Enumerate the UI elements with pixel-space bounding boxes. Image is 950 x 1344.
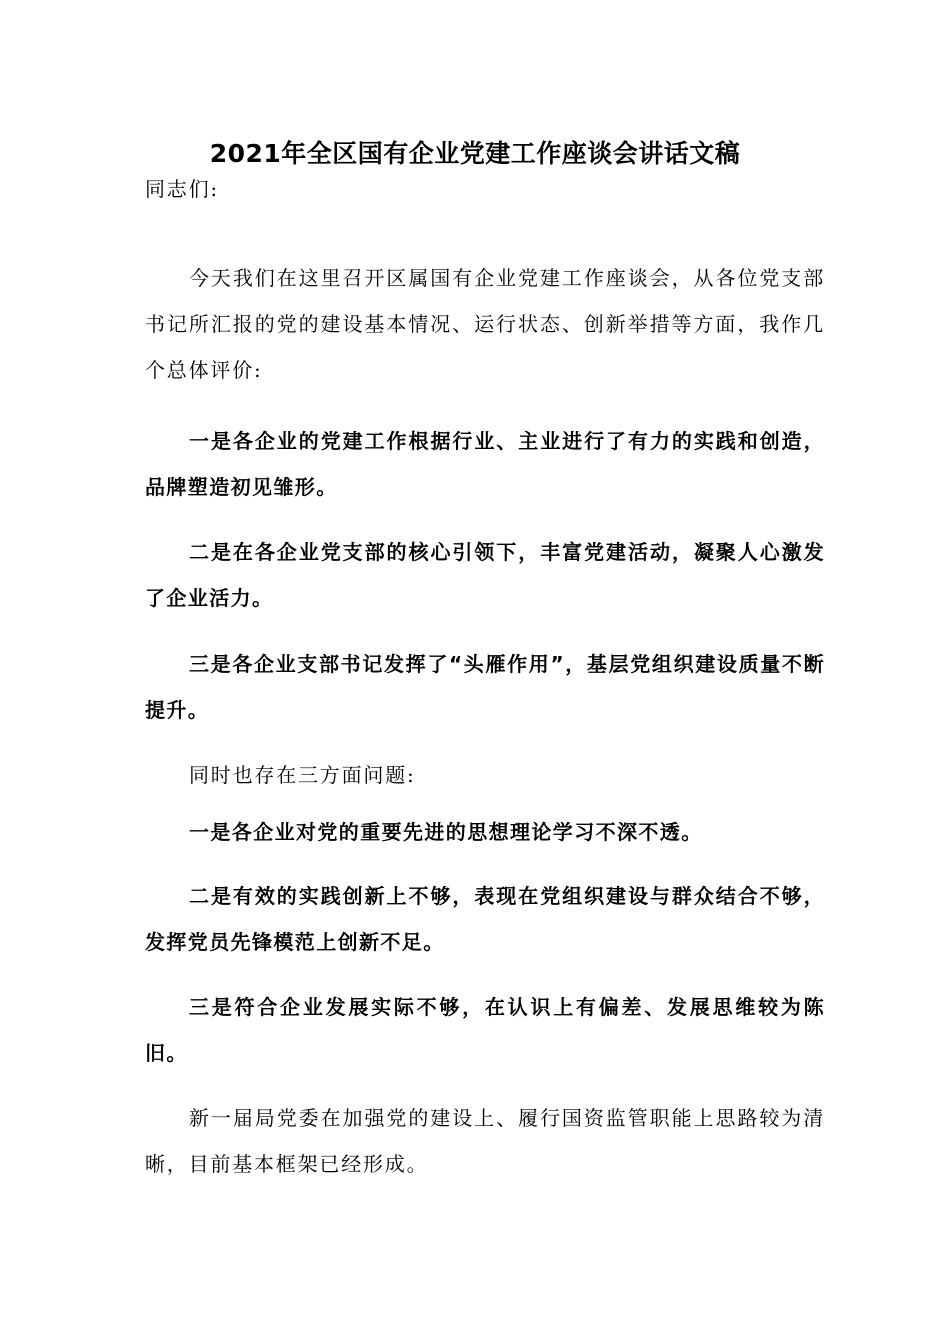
paragraph-intro: 今天我们在这里召开区属国有企业党建工作座谈会，从各位党支部书记所汇报的党的建设基本情况、运行状态、创新举措等方面，我作几个总体评价: [145, 266, 825, 382]
paragraph-conclusion: 新一届局党委在加强党的建设上、履行国资监管职能上思路较为清晰，目前基本框架已经形成。 [145, 1106, 825, 1176]
paragraph-problem-2: 二是有效的实践创新上不够，表现在党组织建设与群众结合不够，发挥党员先锋模范上创新不足。 [145, 884, 825, 954]
document-title: 2021年全区国有企业党建工作座谈会讲话文稿 [209, 139, 741, 168]
paragraph-evaluation-3: 三是各企业支部书记发挥了“头雁作用”，基层党组织建设质量不断提升。 [145, 652, 825, 722]
paragraph-problem-1: 一是各企业对党的重要先进的思想理论学习不深不透。 [189, 820, 703, 844]
paragraph-problems-intro: 同时也存在三方面问题: [189, 763, 416, 787]
paragraph-evaluation-1: 一是各企业的党建工作根据行业、主业进行了有力的实践和创造，品牌塑造初见雏形。 [145, 429, 825, 499]
paragraph-problem-3: 三是符合企业发展实际不够，在认识上有偏差、发展思维较为陈旧。 [145, 995, 825, 1065]
salutation: 同志们: [145, 177, 219, 201]
paragraph-evaluation-2: 二是在各企业党支部的核心引领下，丰富党建活动，凝聚人心激发了企业活力。 [145, 540, 825, 610]
